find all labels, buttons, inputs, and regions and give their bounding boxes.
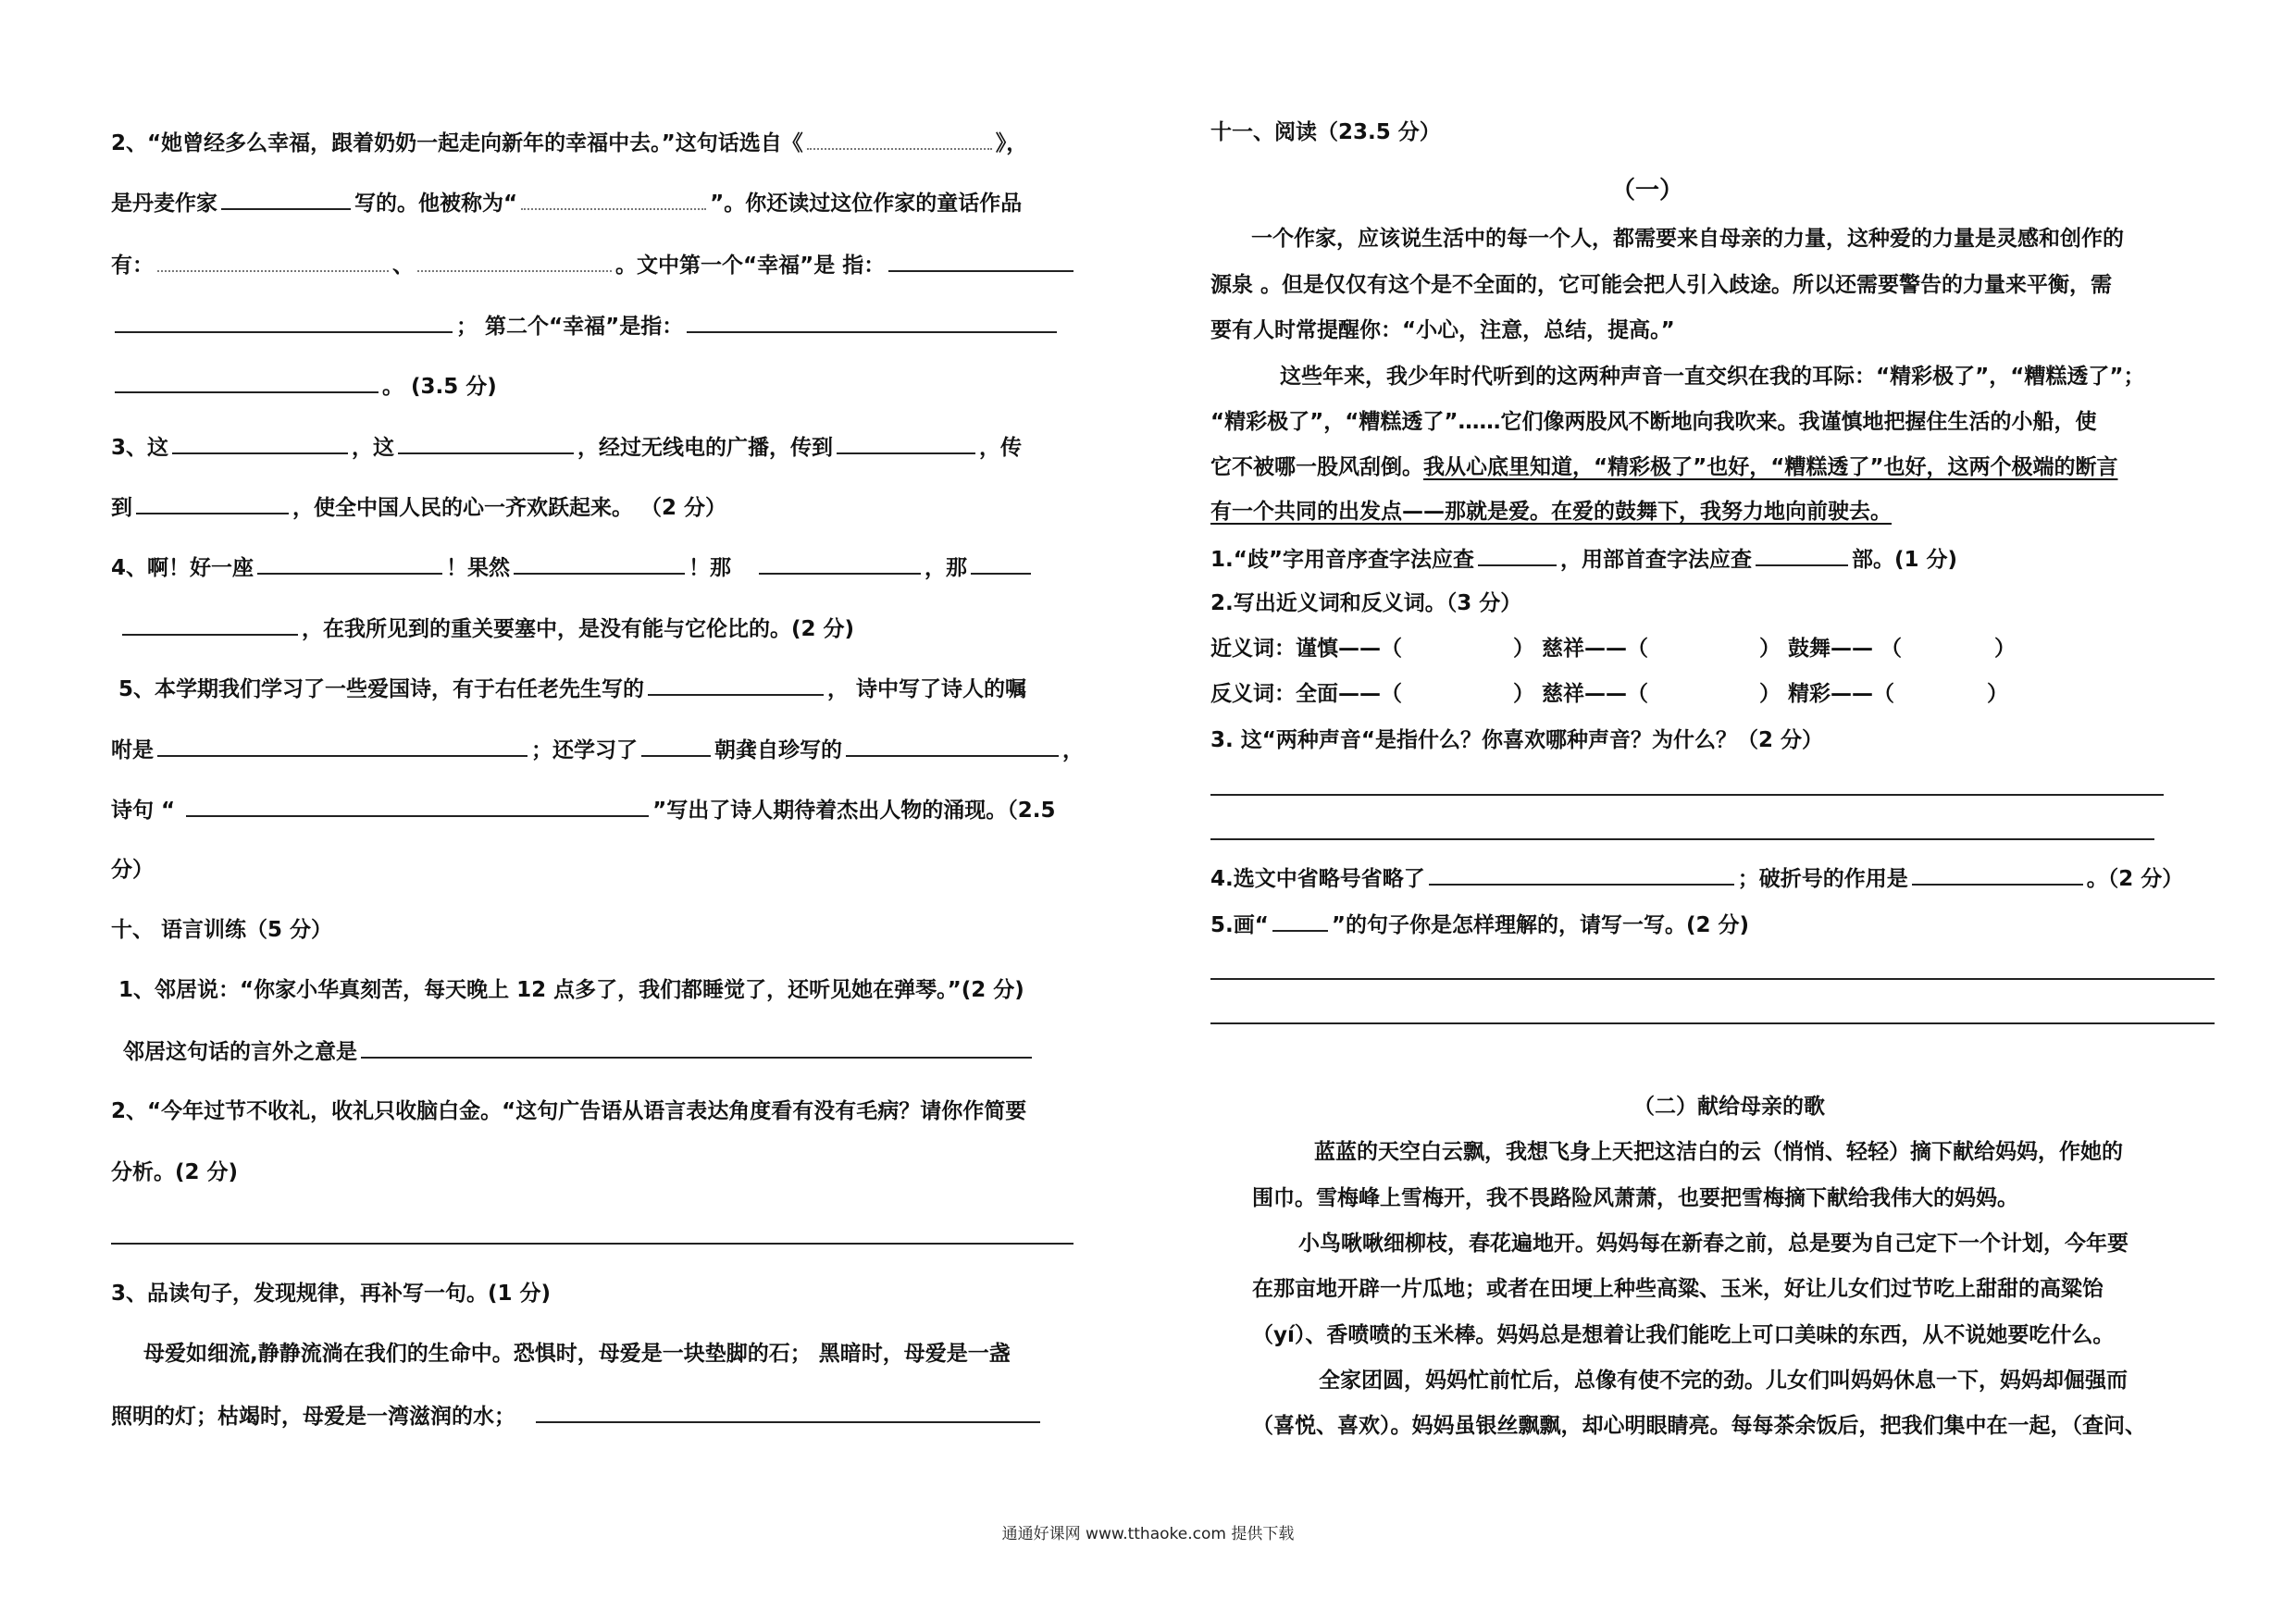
q5-line-3	[111, 795, 1056, 824]
text: ，经过无线电的广播，传到	[577, 436, 834, 460]
p2-line-1: 这些年来，我少年时代听到的这两种声音一直交织在我的耳际：“精彩极了”，“糟糕透了”；	[1280, 365, 2145, 389]
blank-r-q1-1[interactable]	[1478, 544, 1557, 566]
blank-r-q4-1[interactable]	[1429, 863, 1734, 886]
text: 4、啊！好一座	[111, 556, 254, 580]
q5-line-2	[111, 735, 1084, 764]
blank-q3-1[interactable]	[172, 432, 348, 454]
s10-q1-line-2	[123, 1036, 1036, 1066]
text: ”的句子你是怎样理解的，请写一写。(2 分)	[1331, 913, 1750, 937]
text: ！那	[689, 556, 732, 580]
text: ”。你还读过这位作家的童话作品	[710, 192, 1023, 216]
q2-line-1	[111, 128, 1027, 157]
q4-line-2	[118, 613, 854, 643]
s10-q3-line-3	[111, 1401, 1044, 1431]
text: 1.“歧”字用音序查字法应查	[1210, 548, 1474, 572]
answer-line-r-q5-1[interactable]	[1210, 978, 2215, 980]
section-10-title: 十、 语言训练（5 分）	[111, 918, 333, 942]
s10-q3-line-1: 3、品读句子，发现规律，再补写一句。(1 分)	[111, 1282, 552, 1306]
blank-book[interactable]	[807, 128, 992, 150]
blank-work-1[interactable]	[157, 250, 389, 272]
p3-line-2: 围巾。雪梅峰上雪梅开，我不畏路险风萧萧，也要把雪梅摘下献给我伟大的妈妈。	[1252, 1186, 2018, 1210]
r-q1	[1210, 544, 1957, 574]
blank-work-2[interactable]	[417, 250, 612, 272]
blank-meaning-1[interactable]	[888, 250, 1074, 272]
text: ， 诗中写了诗人的嘱	[827, 677, 1027, 701]
p1-line-1: 一个作家，应该说生活中的每一个人，都需要来自母亲的力量，这种爱的力量是灵感和创作的	[1251, 227, 2124, 251]
blank-q5-3[interactable]	[641, 735, 711, 757]
footer-credit: 通通好课网 www.tthaoke.com 提供下载	[1001, 1525, 1295, 1543]
blank-q4-3[interactable]	[759, 552, 921, 575]
text: 。 (3.5 分)	[382, 375, 497, 399]
text: ，这	[352, 436, 395, 460]
blank-s10-q3[interactable]	[536, 1401, 1040, 1423]
blank-author[interactable]	[221, 188, 351, 210]
blank-q5-5[interactable]	[186, 795, 649, 817]
blank-q4-5[interactable]	[122, 613, 298, 636]
answer-line-r-q5-2[interactable]	[1210, 1022, 2215, 1024]
s10-q2-line-2: 分析。(2 分)	[111, 1160, 239, 1184]
q3-line-2	[111, 492, 726, 522]
text: ；还学习了	[531, 738, 638, 762]
blank-q3-2[interactable]	[398, 432, 574, 454]
underline-sample	[1272, 910, 1328, 932]
q5-line-4: 分）	[111, 858, 154, 882]
p1-line-3: 要有人时常提醒你：“小心，注意，总结，提高。”	[1210, 318, 1675, 342]
p5-line-2: （喜悦、喜欢）。妈妈虽银丝飘飘，却心明眼睛亮。每每茶余饭后，把我们集中在一起，（查问、	[1252, 1414, 2146, 1438]
p4-line-3: （yí）、香喷喷的玉米棒。妈妈总是想着让我们能吃上可口美味的东西，从不说她要吃什么。	[1252, 1323, 2115, 1347]
p3-line-1: 蓝蓝的天空白云飘，我想飞身上天把这洁白的云（悄悄、轻轻）摘下献给妈妈，作她的	[1314, 1140, 2123, 1164]
blank-q4-2[interactable]	[514, 552, 685, 575]
q2-line-3	[111, 250, 1077, 279]
answer-line-r-q3-1[interactable]	[1210, 794, 2164, 796]
text: 。文中第一个“幸福”是 指：	[615, 254, 886, 278]
text: ） 精彩——（	[1759, 682, 1895, 706]
text: ； 第二个“幸福”是指：	[456, 315, 684, 339]
p4-line-1: 小鸟啾啾细柳枝，春花遍地开。妈妈每在新春之前，总是要为自己定下一个计划，今年要	[1298, 1232, 2128, 1256]
blank-r-q4-2[interactable]	[1912, 863, 2083, 886]
blank-meaning-2b[interactable]	[115, 371, 379, 393]
antonyms-row	[1210, 680, 2008, 708]
p4-line-2: 在那亩地开辟一片瓜地；或者在田埂上种些高粱、玉米，好让儿女们过节吃上甜甜的高粱饴	[1252, 1277, 2104, 1301]
text: 是丹麦作家	[111, 192, 217, 216]
text: ，	[1062, 738, 1084, 762]
part-2-title: （二）献给母亲的歌	[1633, 1095, 1825, 1119]
blank-r-q1-2[interactable]	[1756, 544, 1848, 566]
text: 》，	[995, 131, 1028, 155]
q2-line-4	[111, 311, 1061, 341]
r-q5	[1210, 910, 1749, 939]
text: ，在我所见到的重关要塞中，是没有能与它伦比的。(2 分)	[302, 617, 855, 641]
text: ）	[1994, 637, 2017, 661]
answer-line-r-q3-2[interactable]	[1210, 838, 2154, 840]
answer-line-s10-q2[interactable]	[111, 1243, 1074, 1245]
r-q3: 3. 这“两种声音“是指什么？你喜欢哪种声音？为什么？（2 分）	[1210, 728, 1823, 752]
text: 近义词：谨慎——（	[1210, 637, 1402, 661]
s10-q1-line-1: 1、邻居说：“你家小华真刻苦，每天晚上 12 点多了，我们都睡觉了，还听见她在弹琴。”(2 分)	[118, 978, 1024, 1002]
blank-s10-q1[interactable]	[361, 1036, 1032, 1059]
text: 5.画“	[1210, 913, 1269, 937]
r-q2: 2.写出近义词和反义词。（3 分）	[1210, 591, 1522, 615]
text: ；破折号的作用是	[1737, 867, 1908, 891]
text: 照明的灯；枯竭时，母爱是一湾滋润的水；	[111, 1405, 515, 1429]
p2-line-3	[1210, 453, 2117, 481]
text: 它不被哪一股风刮倒。	[1210, 455, 1423, 479]
q2-line-5	[111, 371, 497, 401]
q4-line-1	[111, 552, 1035, 582]
blank-q5-4[interactable]	[846, 735, 1059, 757]
text: 2、“她曾经多么幸福，跟着奶奶一起走向新年的幸福中去。”这句话选自《	[111, 131, 803, 155]
blank-q3-4[interactable]	[136, 492, 289, 514]
text: 写的。他被称为“	[354, 192, 518, 216]
blank-q3-3[interactable]	[837, 432, 975, 454]
synonyms-row	[1210, 635, 2016, 663]
section-11-title: 十一、阅读（23.5 分）	[1210, 120, 1441, 144]
text: 4.选文中省略号省略了	[1210, 867, 1425, 891]
blank-meaning-1b[interactable]	[115, 311, 453, 333]
text: 有：	[111, 254, 154, 278]
q5-line-1	[118, 674, 1026, 703]
text: ，传	[979, 436, 1023, 460]
p2-line-4: 有一个共同的出发点——那就是爱。在爱的鼓舞下，我努力地向前驶去。	[1210, 500, 1892, 524]
blank-title[interactable]	[521, 188, 706, 210]
s10-q2-line-1: 2、“今年过节不收礼，收礼只收脑白金。“这句广告语从语言表达角度看有没有毛病？请你作简要	[111, 1099, 1027, 1123]
text: 邻居这句话的言外之意是	[123, 1040, 357, 1064]
text: ） 慈祥——（	[1513, 682, 1649, 706]
text: 5、本学期我们学习了一些爱国诗，有于右任老先生写的	[118, 677, 645, 701]
text: 。（2 分）	[2086, 867, 2184, 891]
p2-line-2: “精彩极了”，“糟糕透了”……它们像两股风不断地向我吹来。我谨慎地把握住生活的小船，使	[1210, 410, 2097, 434]
blank-q5-2[interactable]	[157, 735, 527, 757]
blank-q4-1[interactable]	[257, 552, 442, 575]
text: 咐是	[111, 738, 154, 762]
text: 部。(1 分)	[1851, 548, 1958, 572]
text: ）	[1987, 682, 2009, 706]
s10-q3-line-2: 母爱如细流,静静流淌在我们的生命中。恐惧时，母爱是一块垫脚的石； 黑暗时，母爱是一盏	[143, 1342, 1011, 1366]
text: 诗句 “	[111, 799, 176, 823]
text: ”写出了诗人期待着杰出人物的涌现。（2.5	[652, 799, 1056, 823]
text: ） 慈祥——（	[1513, 637, 1649, 661]
text: 朝龚自珍写的	[714, 738, 842, 762]
blank-q5-1[interactable]	[648, 674, 824, 696]
text: 反义词：全面——（	[1210, 682, 1402, 706]
text: 3、这	[111, 436, 169, 460]
underlined-sentence: 我从心底里知道，“精彩极了”也好，“糟糕透了”也好，这两个极端的断言	[1423, 455, 2118, 479]
p5-line-1: 全家团圆，妈妈忙前忙后，总像有使不完的劲。儿女们叫妈妈休息一下，妈妈却倔强而	[1319, 1369, 2128, 1393]
q2-line-2	[111, 188, 1022, 217]
text: 、	[392, 254, 414, 278]
p1-line-2: 源泉 。但是仅仅有这个是不全面的，它可能会把人引入歧途。所以还需要警告的力量来平衡，需	[1210, 273, 2113, 297]
r-q4	[1210, 863, 2183, 893]
text: ！果然	[446, 556, 511, 580]
text: ，那	[925, 556, 968, 580]
part-1-title: （一）	[1610, 177, 1683, 204]
text: ，用部首查字法应查	[1559, 548, 1752, 572]
blank-q4-4[interactable]	[971, 552, 1031, 575]
q3-line-1	[111, 432, 1022, 462]
text: ） 鼓舞—— （	[1759, 637, 1903, 661]
blank-meaning-2[interactable]	[687, 311, 1057, 333]
text: ，使全中国人民的心一齐欢跃起来。 （2 分）	[292, 496, 727, 520]
text: 到	[111, 496, 132, 520]
